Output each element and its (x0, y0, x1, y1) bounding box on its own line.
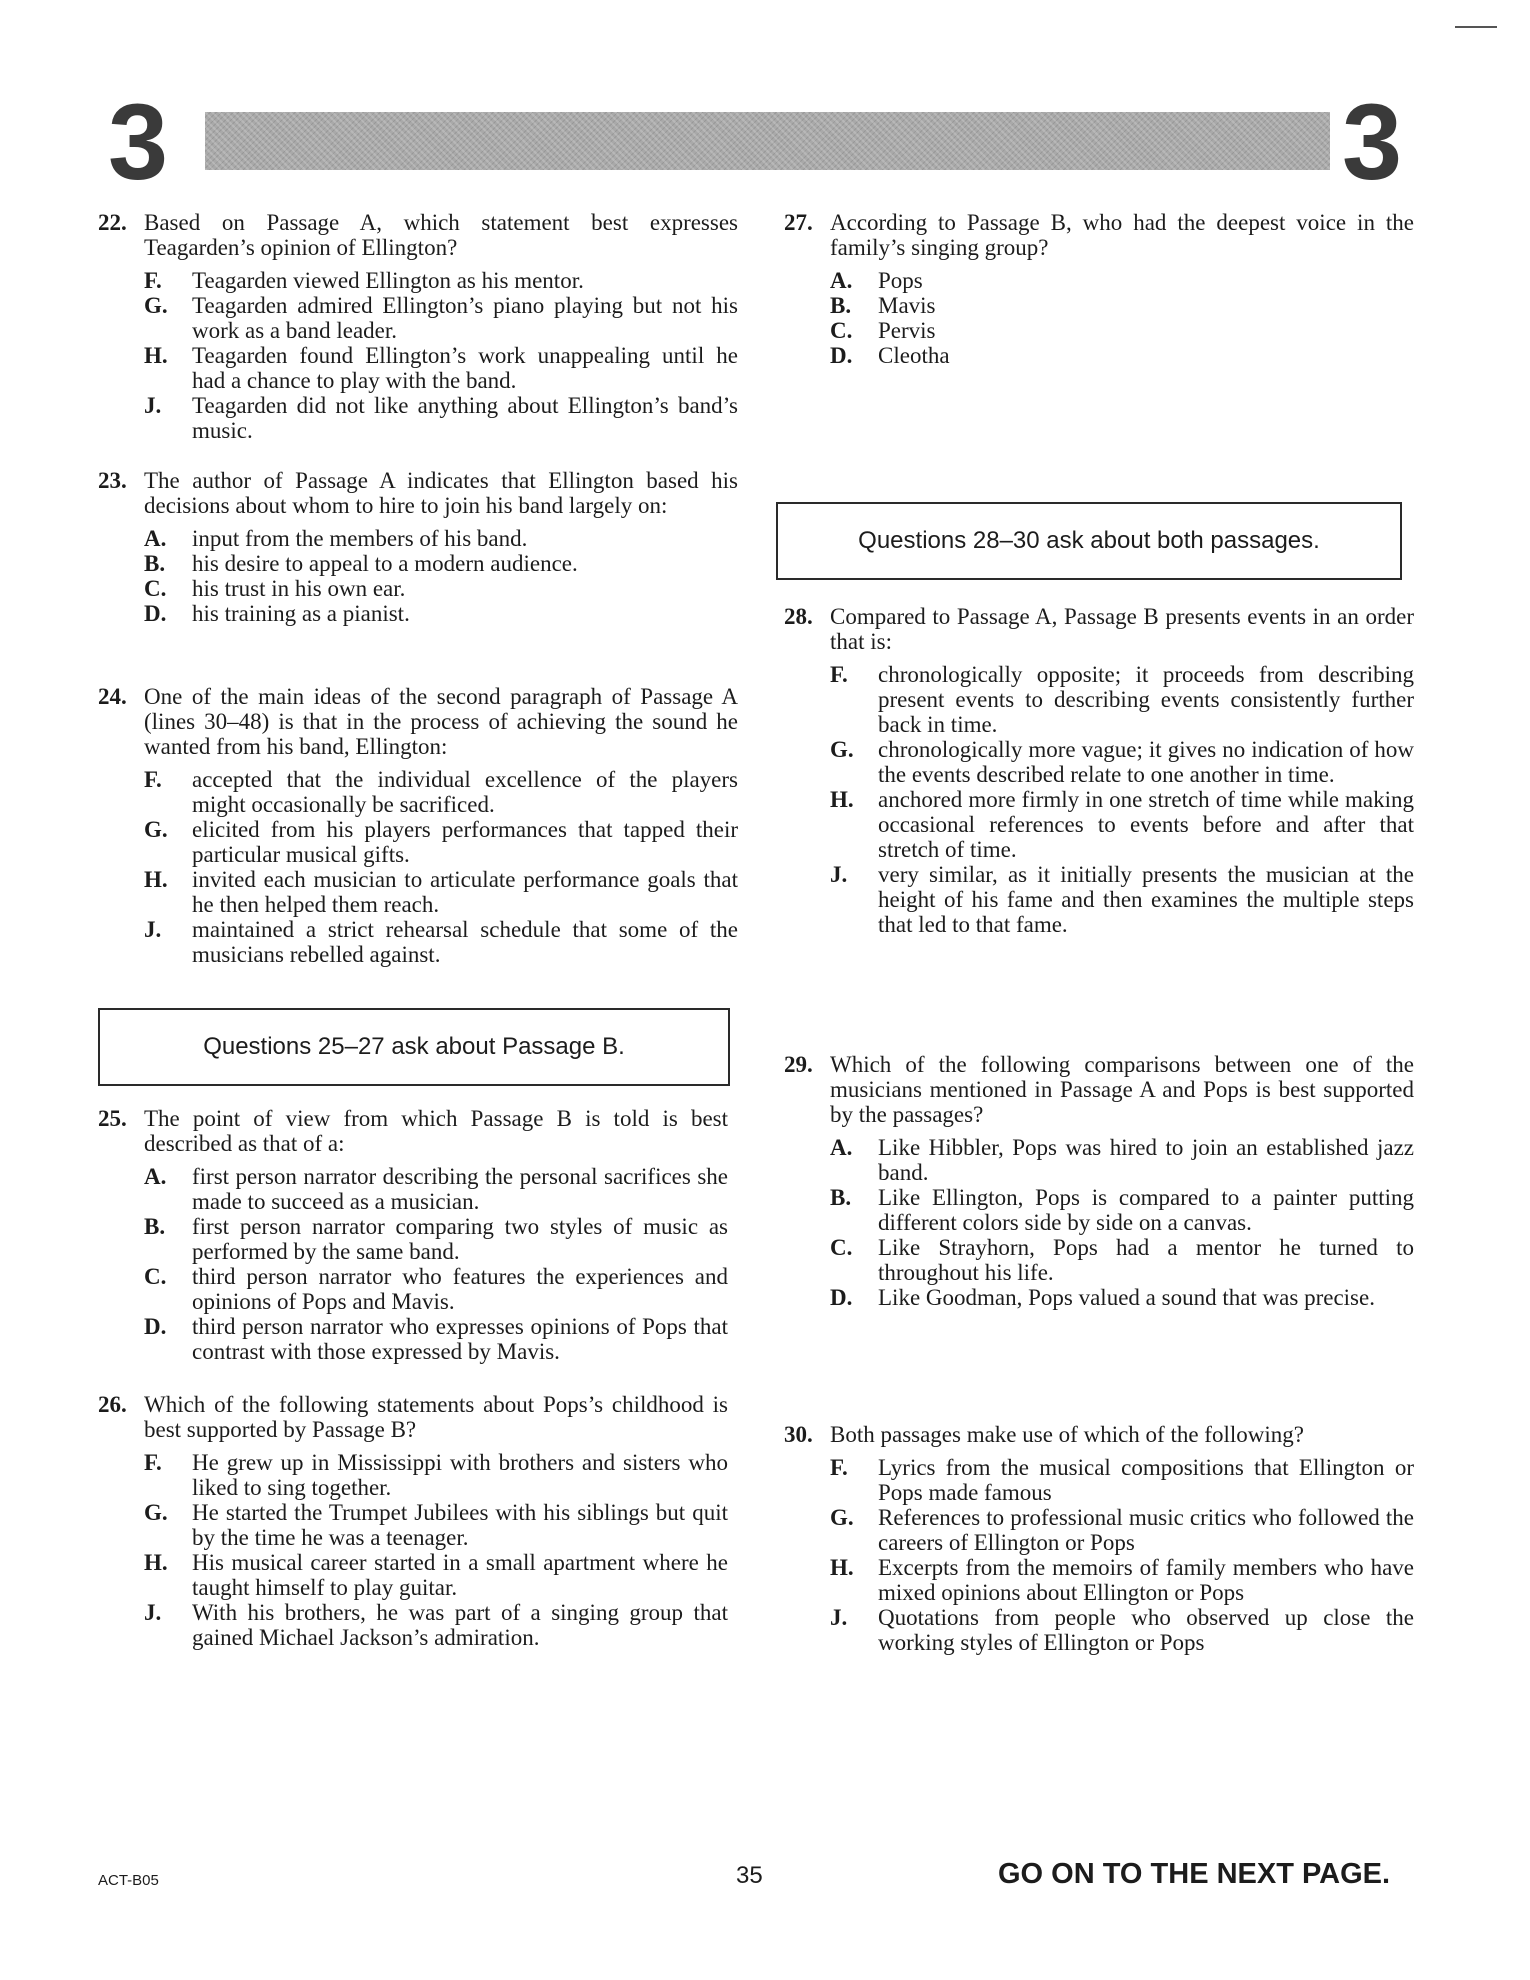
option-text: input from the members of his band. (192, 526, 528, 551)
answer-option[interactable] (144, 1264, 728, 1314)
option-text: chronologically opposite; it proceeds from describing present events to describing events consistently further back in time. (878, 662, 1414, 737)
question-22 (98, 210, 738, 443)
answer-option[interactable] (830, 1455, 1414, 1505)
question-stem: One of the main ideas of the second paragraph of Passage A (lines 30–48) is that in the process of achieving the sound he wanted from his band, Ellington: (144, 684, 738, 759)
question-number: 30. (784, 1422, 813, 1447)
question-number: 28. (784, 604, 813, 629)
option-text: With his brothers, he was part of a singing group that gained Michael Jackson’s admiration. (192, 1600, 728, 1650)
form-code: ACT-B05 (98, 1872, 159, 1889)
option-text: his desire to appeal to a modern audience. (192, 551, 578, 576)
answer-option[interactable] (144, 767, 738, 817)
answer-option[interactable] (830, 662, 1414, 737)
answer-option[interactable] (830, 1135, 1414, 1185)
option-letter: F. (144, 1450, 162, 1475)
answer-options (144, 1450, 728, 1650)
answer-option[interactable] (144, 551, 738, 576)
question-30 (784, 1422, 1414, 1655)
option-text: first person narrator describing the personal sacrifices she made to succeed as a musician. (192, 1164, 728, 1214)
option-text: accepted that the individual excellence of the players might occasionally be sacrificed. (192, 767, 738, 817)
answer-option[interactable] (144, 393, 738, 443)
answer-option[interactable] (830, 268, 1414, 293)
option-letter: H. (830, 1555, 854, 1580)
answer-option[interactable] (830, 343, 1414, 368)
option-letter: H. (830, 787, 854, 812)
option-text: Teagarden did not like anything about Ellington’s band’s music. (192, 393, 738, 443)
option-letter: G. (144, 817, 168, 842)
option-letter: H. (144, 343, 168, 368)
answer-option[interactable] (830, 1555, 1414, 1605)
option-text: very similar, as it initially presents the musician at the height of his fame and then examines the multiple steps that led to that fame. (878, 862, 1414, 937)
option-letter: B. (830, 1185, 852, 1210)
option-letter: G. (830, 737, 854, 762)
question-27 (784, 210, 1414, 368)
option-text: his trust in his own ear. (192, 576, 406, 601)
option-text: Like Hibbler, Pops was hired to join an established jazz band. (878, 1135, 1414, 1185)
option-text: elicited from his players performances that tapped their particular musical gifts. (192, 817, 738, 867)
option-letter: J. (144, 1600, 162, 1625)
answer-option[interactable] (830, 318, 1414, 343)
option-text: third person narrator who features the experiences and opinions of Pops and Mavis. (192, 1264, 728, 1314)
option-text: Like Goodman, Pops valued a sound that was precise. (878, 1285, 1375, 1310)
option-letter: D. (144, 1314, 167, 1339)
section-number-right: 3 (1342, 81, 1403, 202)
option-text: his training as a pianist. (192, 601, 410, 626)
option-letter: A. (144, 526, 167, 551)
option-text: Mavis (878, 293, 936, 318)
page-number: 35 (736, 1862, 763, 1889)
option-letter: C. (144, 576, 167, 601)
question-stem: Compared to Passage A, Passage B presents events in an order that is: (830, 604, 1414, 654)
question-number: 29. (784, 1052, 813, 1077)
option-text: Quotations from people who observed up close the working styles of Ellington or Pops (878, 1605, 1414, 1655)
option-letter: H. (144, 1550, 168, 1575)
answer-option[interactable] (144, 1214, 728, 1264)
option-letter: F. (830, 662, 848, 687)
option-letter: D. (830, 1285, 853, 1310)
answer-option[interactable] (830, 1505, 1414, 1555)
question-number: 23. (98, 468, 127, 493)
option-text: His musical career started in a small apartment where he taught himself to play guitar. (192, 1550, 728, 1600)
option-letter: J. (144, 917, 162, 942)
option-text: first person narrator comparing two styles of music as performed by the same band. (192, 1214, 728, 1264)
option-letter: J. (144, 393, 162, 418)
answer-option[interactable] (830, 737, 1414, 787)
option-text: Pops (878, 268, 923, 293)
answer-options (830, 662, 1414, 937)
option-text: third person narrator who expresses opinions of Pops that contrast with those expressed by Mavis. (192, 1314, 728, 1364)
option-text: Like Ellington, Pops is compared to a painter putting different colors side by side on a canvas. (878, 1185, 1414, 1235)
option-letter: J. (830, 862, 848, 887)
option-letter: F. (144, 268, 162, 293)
question-stem: Which of the following statements about Pops’s childhood is best supported by Passage B? (144, 1392, 728, 1442)
question-28 (784, 604, 1414, 937)
option-text: invited each musician to articulate performance goals that he then helped them reach. (192, 867, 738, 917)
option-letter: G. (144, 1500, 168, 1525)
answer-options (144, 526, 738, 626)
option-letter: B. (144, 551, 166, 576)
option-letter: A. (830, 268, 853, 293)
answer-option[interactable] (144, 601, 738, 626)
option-text: Teagarden admired Ellington’s piano playing but not his work as a band leader. (192, 293, 738, 343)
question-26 (98, 1392, 728, 1650)
both-passages-notice: Questions 28–30 ask about both passages. (776, 502, 1402, 580)
option-text: Lyrics from the musical compositions that Ellington or Pops made famous (878, 1455, 1414, 1505)
answer-option[interactable] (144, 1550, 728, 1600)
option-letter: A. (144, 1164, 167, 1189)
option-letter: G. (144, 293, 168, 318)
question-stem: Both passages make use of which of the following? (830, 1422, 1304, 1447)
question-number: 27. (784, 210, 813, 235)
answer-option[interactable] (144, 526, 738, 551)
answer-option[interactable] (830, 1185, 1414, 1235)
answer-option[interactable] (144, 917, 738, 967)
answer-option[interactable] (144, 268, 738, 293)
question-stem: The point of view from which Passage B is told is best described as that of a: (144, 1106, 728, 1156)
question-number: 24. (98, 684, 127, 709)
answer-option[interactable] (830, 1235, 1414, 1285)
option-text: Teagarden found Ellington’s work unappealing until he had a chance to play with the band. (192, 343, 738, 393)
option-letter: B. (830, 293, 852, 318)
option-text: Teagarden viewed Ellington as his mentor. (192, 268, 584, 293)
question-stem: Based on Passage A, which statement best expresses Teagarden’s opinion of Ellington? (144, 210, 738, 260)
go-on-notice: GO ON TO THE NEXT PAGE. (998, 1858, 1391, 1890)
question-stem: According to Passage B, who had the deepest voice in the family’s singing group? (830, 210, 1414, 260)
answer-options (144, 767, 738, 967)
question-number: 25. (98, 1106, 127, 1131)
answer-option[interactable] (830, 1605, 1414, 1655)
question-stem: The author of Passage A indicates that Ellington based his decisions about whom to hire to join his band largely on: (144, 468, 738, 518)
option-text: Cleotha (878, 343, 950, 368)
answer-option[interactable] (144, 867, 738, 917)
option-letter: B. (144, 1214, 166, 1239)
answer-option[interactable] (144, 576, 738, 601)
question-24 (98, 684, 738, 967)
option-text: chronologically more vague; it gives no indication of how the events described relate to one another in time. (878, 737, 1414, 787)
answer-option[interactable] (144, 1314, 728, 1364)
option-text: Pervis (878, 318, 936, 343)
answer-option[interactable] (144, 1600, 728, 1650)
option-text: anchored more firmly in one stretch of time while making occasional references to events before and after that stretch of time. (878, 787, 1414, 862)
option-letter: C. (830, 318, 853, 343)
option-letter: D. (144, 601, 167, 626)
option-letter: F. (830, 1455, 848, 1480)
option-text: He grew up in Mississippi with brothers and sisters who liked to sing together. (192, 1450, 728, 1500)
option-text: Excerpts from the memoirs of family members who have mixed opinions about Ellington or Pops (878, 1555, 1414, 1605)
option-letter: A. (830, 1135, 853, 1160)
question-23 (98, 468, 738, 626)
option-letter: C. (830, 1235, 853, 1260)
option-text: Like Strayhorn, Pops had a mentor he turned to throughout his life. (878, 1235, 1414, 1285)
question-25 (98, 1106, 728, 1364)
answer-option[interactable] (144, 343, 738, 393)
question-stem: Which of the following comparisons between one of the musicians mentioned in Passage A and Pops is best supported by the passages? (830, 1052, 1414, 1127)
answer-option[interactable] (830, 862, 1414, 937)
option-letter: J. (830, 1605, 848, 1630)
option-letter: C. (144, 1264, 167, 1289)
question-number: 26. (98, 1392, 127, 1417)
answer-option[interactable] (144, 1164, 728, 1214)
option-letter: G. (830, 1505, 854, 1530)
answer-options (144, 1164, 728, 1364)
question-number: 22. (98, 210, 127, 235)
answer-options (830, 268, 1414, 368)
answer-option[interactable] (830, 293, 1414, 318)
option-letter: D. (830, 343, 853, 368)
answer-options (830, 1455, 1414, 1655)
option-letter: H. (144, 867, 168, 892)
section-header-bar (205, 112, 1330, 170)
question-29 (784, 1052, 1414, 1310)
answer-option[interactable] (830, 1285, 1414, 1310)
section-number-left: 3 (108, 81, 169, 202)
passage-b-notice: Questions 25–27 ask about Passage B. (98, 1008, 730, 1086)
answer-options (830, 1135, 1414, 1310)
corner-mark (1455, 26, 1497, 28)
option-text: maintained a strict rehearsal schedule that some of the musicians rebelled against. (192, 917, 738, 967)
option-letter: F. (144, 767, 162, 792)
option-text: References to professional music critics who followed the careers of Ellington or Pops (878, 1505, 1414, 1555)
option-text: He started the Trumpet Jubilees with his siblings but quit by the time he was a teenager. (192, 1500, 728, 1550)
answer-options (144, 268, 738, 443)
answer-option[interactable] (144, 293, 738, 343)
answer-option[interactable] (144, 1450, 728, 1500)
answer-option[interactable] (830, 787, 1414, 862)
answer-option[interactable] (144, 1500, 728, 1550)
answer-option[interactable] (144, 817, 738, 867)
